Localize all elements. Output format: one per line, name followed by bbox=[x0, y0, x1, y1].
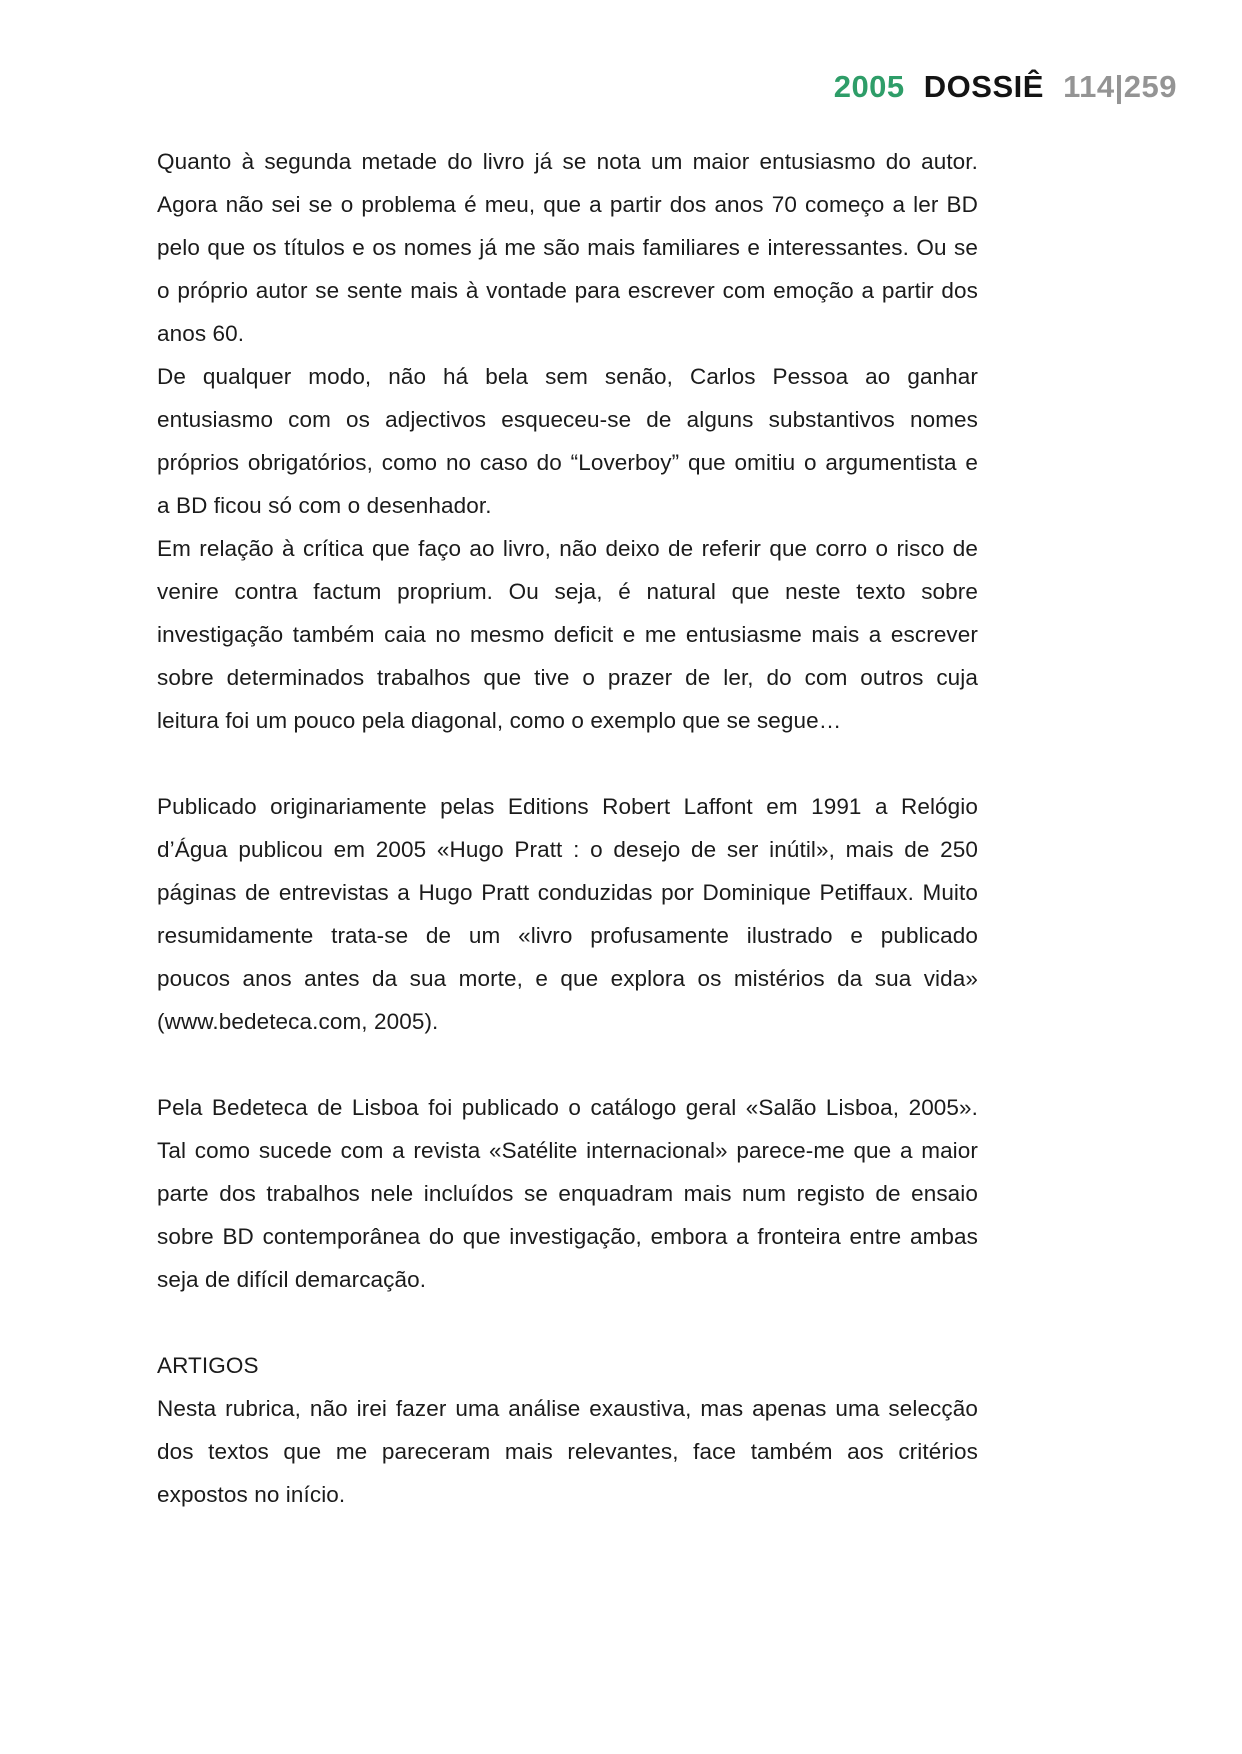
text-line: resumidamente trata-se de um «livro profusamente ilustrado e publicado bbox=[157, 923, 978, 948]
page-header bbox=[834, 71, 1177, 102]
text-line: Em relação à crítica que faço ao livro, não deixo de referir que corro o risco de bbox=[157, 536, 978, 561]
header-page-numbers: 114|259 bbox=[1063, 69, 1177, 104]
text-line: Publicado originariamente pelas Editions Robert Laffont em 1991 a Relógio bbox=[157, 794, 978, 819]
paragraph bbox=[157, 1086, 978, 1301]
paragraph-spacer bbox=[157, 1043, 978, 1086]
paragraph bbox=[157, 1387, 978, 1516]
text-line: d’Água publicou em 2005 «Hugo Pratt : o desejo de ser inútil», mais de 250 bbox=[157, 837, 978, 862]
text-line: páginas de entrevistas a Hugo Pratt conduzidas por Dominique Petiffaux. Muito bbox=[157, 880, 978, 905]
text-line: seja de difícil demarcação. bbox=[157, 1267, 427, 1292]
text-line: próprios obrigatórios, como no caso do “Loverboy” que omitiu o argumentista e bbox=[157, 450, 978, 475]
text-line: investigação também caia no mesmo deficit e me entusiasme mais a escrever bbox=[157, 622, 978, 647]
paragraph bbox=[157, 527, 978, 742]
text-line: o próprio autor se sente mais à vontade para escrever com emoção a partir dos bbox=[157, 278, 978, 303]
text-line: De qualquer modo, não há bela sem senão, Carlos Pessoa ao ganhar bbox=[157, 364, 978, 389]
text-line: entusiasmo com os adjectivos esqueceu-se de alguns substantivos nomes bbox=[157, 407, 978, 432]
text-line: dos textos que me pareceram mais relevantes, face também aos critérios bbox=[157, 1439, 978, 1464]
text-line: Pela Bedeteca de Lisboa foi publicado o catálogo geral «Salão Lisboa, 2005». bbox=[157, 1095, 978, 1120]
text-line: anos 60. bbox=[157, 321, 245, 346]
text-line: Nesta rubrica, não irei fazer uma análise exaustiva, mas apenas uma selecção bbox=[157, 1396, 978, 1421]
paragraph-spacer bbox=[157, 1301, 978, 1344]
text-line: poucos anos antes da sua morte, e que explora os mistérios da sua vida» bbox=[157, 966, 978, 991]
text-line: leitura foi um pouco pela diagonal, como o exemplo que se segue… bbox=[157, 708, 842, 733]
header-year: 2005 bbox=[833, 69, 905, 104]
text-line: sobre BD contemporânea do que investigação, embora a fronteira entre ambas bbox=[157, 1224, 978, 1249]
text-line: (www.bedeteca.com, 2005). bbox=[157, 1009, 439, 1034]
section-heading: ARTIGOS bbox=[157, 1353, 259, 1378]
paragraph-spacer bbox=[157, 742, 978, 785]
text-line: Quanto à segunda metade do livro já se nota um maior entusiasmo do autor. bbox=[157, 149, 978, 174]
text-line: Tal como sucede com a revista «Satélite internacional» parece-me que a maior bbox=[157, 1138, 978, 1163]
paragraph bbox=[157, 355, 978, 527]
paragraph bbox=[157, 785, 978, 1043]
text-line: expostos no início. bbox=[157, 1482, 346, 1507]
text-line: a BD ficou só com o desenhador. bbox=[157, 493, 492, 518]
text-line: Agora não sei se o problema é meu, que a partir dos anos 70 começo a ler BD bbox=[157, 192, 978, 217]
paragraph bbox=[157, 140, 978, 355]
text-line: parte dos trabalhos nele incluídos se enquadram mais num registo de ensaio bbox=[157, 1181, 978, 1206]
document-body bbox=[157, 140, 978, 1516]
text-line: pelo que os títulos e os nomes já me são mais familiares e interessantes. Ou se bbox=[157, 235, 978, 260]
text-line: sobre determinados trabalhos que tive o prazer de ler, do com outros cuja bbox=[157, 665, 978, 690]
header-section-title: DOSSIÊ bbox=[923, 69, 1044, 104]
text-line: venire contra factum proprium. Ou seja, é natural que neste texto sobre bbox=[157, 579, 978, 604]
